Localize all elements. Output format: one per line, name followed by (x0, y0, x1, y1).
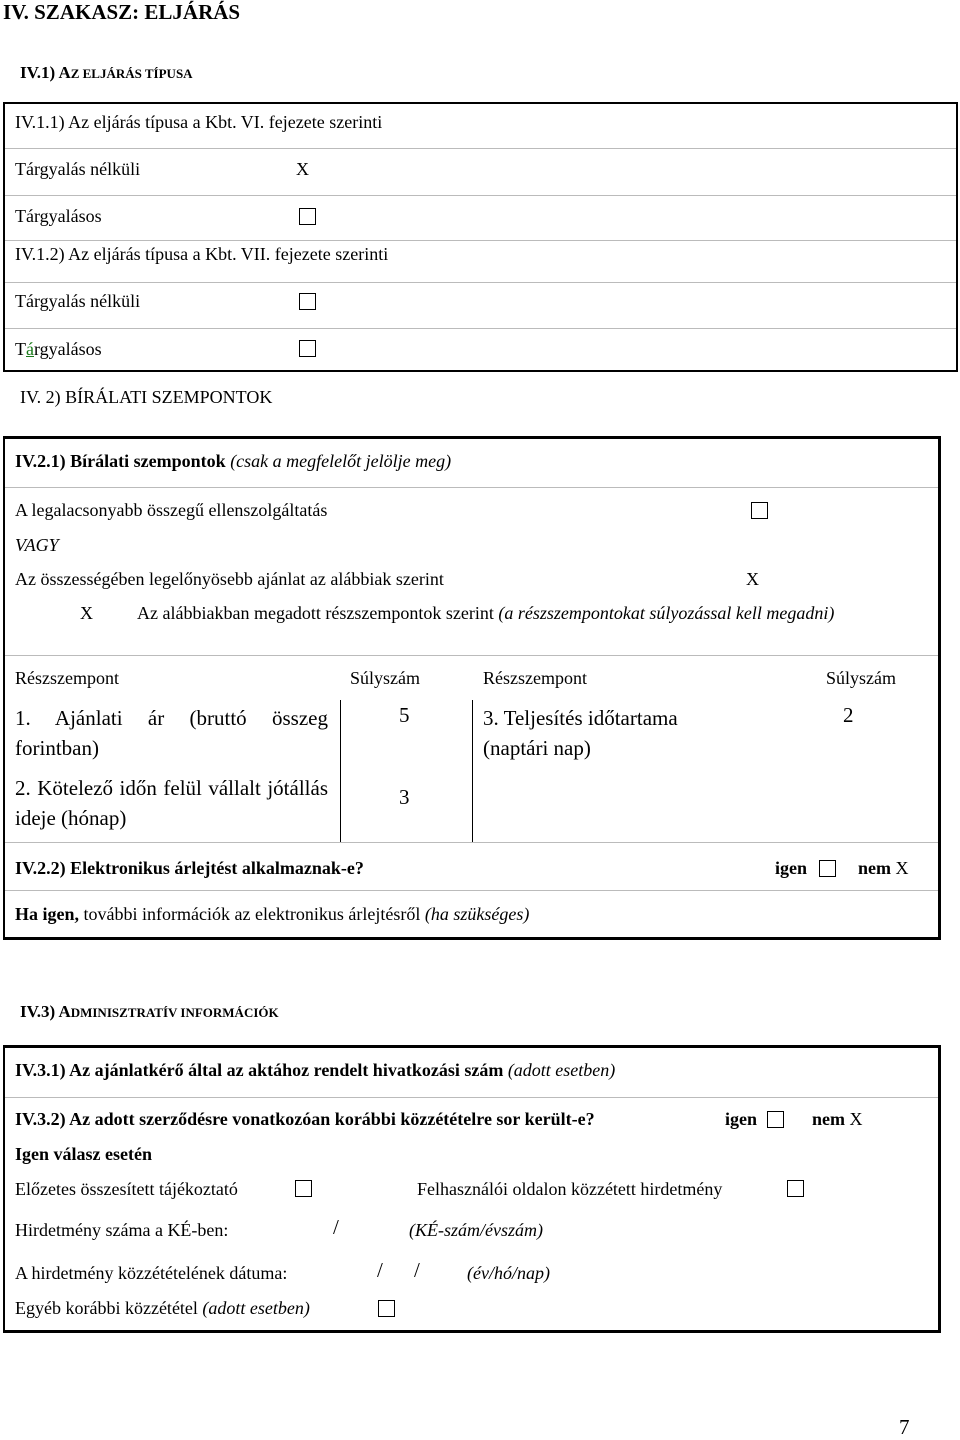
section-title: IV. SZAKASZ: ELJÁRÁS (3, 0, 241, 24)
criterion-1: 1. Ajánlati ár (bruttó összeg forintban) (15, 706, 328, 760)
criterion-2: 2. Kötelező időn felül vállalt jótállás ideje (hónap) (15, 776, 328, 830)
sub-criteria-mark: X (80, 603, 93, 623)
weight-3: 2 (843, 703, 854, 727)
date-slash-2: / (414, 1258, 420, 1282)
procedure-type-frame (3, 102, 958, 372)
date-slash-1: / (377, 1258, 383, 1282)
iv11-row1-mark: X (296, 159, 309, 179)
notice-number-label: Hirdetmény száma a KÉ-ben: (15, 1220, 229, 1240)
iv21-heading: IV.2.1) Bírálati szempontok (csak a megfelelőt jelölje meg) (15, 451, 452, 471)
criterion-3: 3. Teljesítés időtartama (naptári nap) (483, 706, 678, 760)
iv3-heading: IV.3) ADMINISZTRATÍV INFORMÁCIÓK (20, 1002, 279, 1021)
e-auction-yes-checkbox[interactable] (819, 860, 836, 877)
iv12-row1-checkbox[interactable] (299, 293, 316, 310)
iv31-reference: IV.3.1) Az ajánlatkérő által az aktához rendelt hivatkozási szám (adott esetben) (15, 1060, 616, 1080)
iv32-yes-checkbox[interactable] (767, 1111, 784, 1128)
header-criterion-2: Részszempont (483, 668, 587, 688)
sub-criteria-text: Az alábbiakban megadott részszempontok szerint (a részszempontokat súlyozással kell megadni) (137, 603, 835, 623)
iv32-yes-label: igen (725, 1109, 758, 1129)
notice-number-slash: / (333, 1215, 339, 1239)
other-publication-label: Egyéb korábbi közzététel (adott esetben) (15, 1298, 310, 1318)
iv32-question: IV.3.2) Az adott szerződésre vonatkozóan korábbi közzétételre sor került-e? (15, 1109, 595, 1129)
header-weight-1: Súlyszám (350, 668, 420, 688)
prior-info-label: Előzetes összesített tájékoztató (15, 1179, 238, 1199)
best-value-label: Az összességében legelőnyösebb ajánlat az alábbiak szerint (15, 569, 444, 589)
e-auction-yes-label: igen (775, 858, 808, 878)
iv12-row1-label: Tárgyalás nélküli (15, 291, 141, 311)
buyer-profile-label: Felhasználói oldalon közzétett hirdetmény (417, 1179, 723, 1199)
header-criterion-1: Részszempont (15, 668, 119, 688)
other-publication-checkbox[interactable] (378, 1300, 395, 1317)
iv2-heading: IV. 2) BÍRÁLATI SZEMPONTOK (20, 387, 273, 407)
date-format: (év/hó/nap) (467, 1263, 550, 1283)
lowest-price-checkbox[interactable] (751, 502, 768, 519)
e-auction-info: Ha igen, további információk az elektronikus árlejtésről (ha szükséges) (15, 904, 530, 924)
iv12-row2-label: Tárgyalásos (15, 339, 102, 359)
buyer-profile-checkbox[interactable] (787, 1180, 804, 1197)
iv11-row2-label: Tárgyalásos (15, 206, 102, 226)
e-auction-question: IV.2.2) Elektronikus árlejtést alkalmaznak-e? (15, 858, 364, 878)
lowest-price-label: A legalacsonyabb összegű ellenszolgáltatás (15, 500, 328, 520)
iv11-row2-checkbox[interactable] (299, 208, 316, 225)
page-number: 7 (899, 1415, 910, 1439)
if-yes-label: Igen válasz esetén (15, 1144, 152, 1164)
publication-date-label: A hirdetmény közzétételének dátuma: (15, 1263, 288, 1283)
e-auction-no: nem X (858, 858, 909, 878)
notice-number-format: (KÉ-szám/évszám) (409, 1220, 543, 1240)
weight-1: 5 (399, 703, 410, 727)
iv32-no: nem X (812, 1109, 863, 1129)
weight-2: 3 (399, 785, 410, 809)
iv12-row2-checkbox[interactable] (299, 340, 316, 357)
or-label: VAGY (15, 535, 59, 555)
header-weight-2: Súlyszám (826, 668, 896, 688)
iv11-row1-label: Tárgyalás nélküli (15, 159, 141, 179)
prior-info-checkbox[interactable] (295, 1180, 312, 1197)
best-value-mark: X (746, 569, 759, 589)
iv1-heading: IV.1) AZ ELJÁRÁS TÍPUSA (20, 63, 193, 82)
iv11-heading: IV.1.1) Az eljárás típusa a Kbt. VI. fejezete szerinti (15, 112, 383, 132)
iv12-heading: IV.1.2) Az eljárás típusa a Kbt. VII. fejezete szerinti (15, 244, 389, 264)
